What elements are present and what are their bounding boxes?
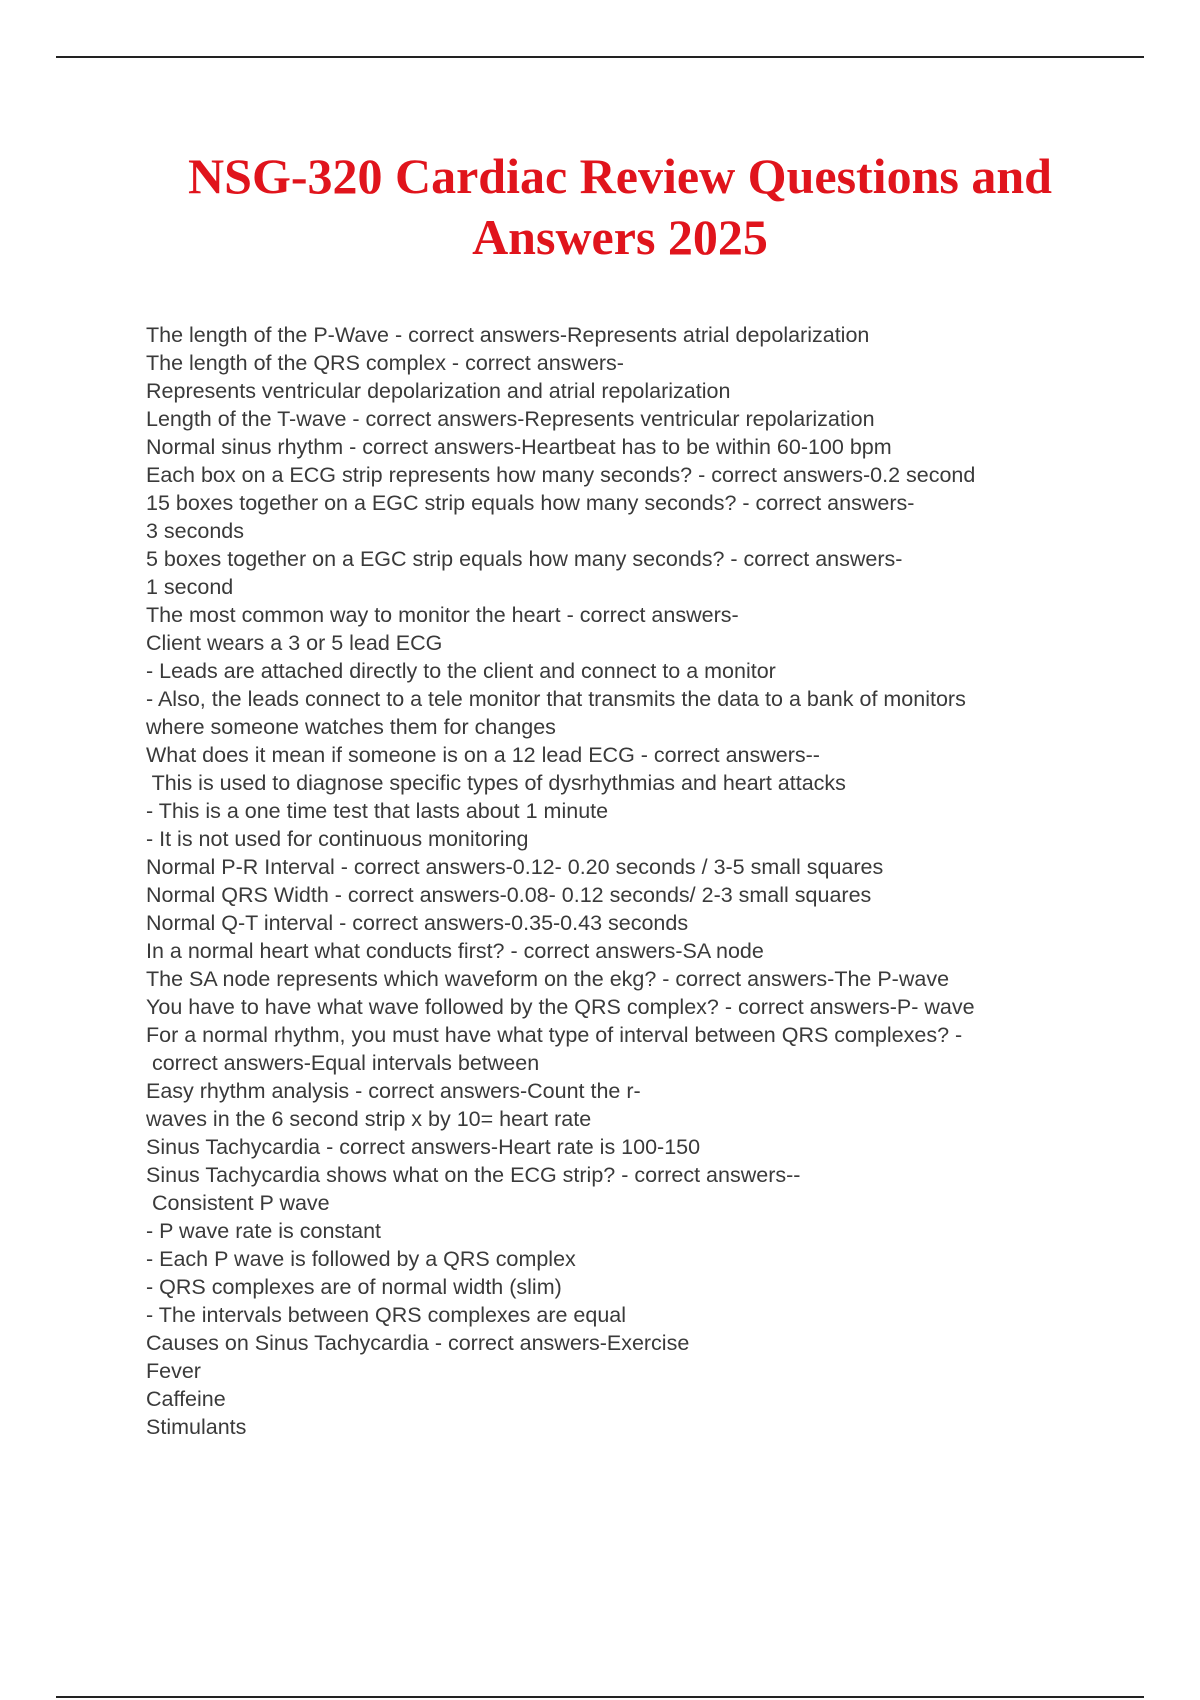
qa-line: - Leads are attached directly to the client and connect to a monitor [146, 659, 776, 683]
qa-line: - It is not used for continuous monitoring [146, 827, 529, 851]
qa-line: Normal sinus rhythm - correct answers-Heartbeat has to be within 60-100 bpm [146, 435, 892, 459]
qa-line: Fever [146, 1359, 201, 1383]
title-line-2: Answers 2025 [472, 209, 768, 265]
qa-line: 3 seconds [146, 519, 245, 543]
qa-line: The SA node represents which waveform on the ekg? - correct answers-The P-wave [146, 967, 950, 991]
qa-line: 15 boxes together on a EGC strip equals how many seconds? - correct answers- [146, 491, 915, 515]
qa-line: Stimulants [146, 1415, 247, 1439]
qa-line: - This is a one time test that lasts about 1 minute [146, 799, 609, 823]
qa-line: waves in the 6 second strip x by 10= heart rate [146, 1107, 592, 1131]
qa-line: correct answers-Equal intervals between [146, 1051, 540, 1075]
qa-line: You have to have what wave followed by the QRS complex? - correct answers-P- wave [146, 995, 975, 1019]
document-title [100, 146, 1140, 268]
qa-line: This is used to diagnose specific types of dysrhythmias and heart attacks [146, 771, 846, 795]
qa-body [146, 321, 1156, 1441]
qa-line: - QRS complexes are of normal width (slim) [146, 1275, 562, 1299]
qa-line: Consistent P wave [146, 1191, 330, 1215]
qa-line: In a normal heart what conducts first? - correct answers-SA node [146, 939, 764, 963]
qa-line: 5 boxes together on a EGC strip equals how many seconds? - correct answers- [146, 547, 903, 571]
qa-line: The length of the P-Wave - correct answers-Represents atrial depolarization [146, 323, 870, 347]
qa-line: Each box on a ECG strip represents how many seconds? - correct answers-0.2 second [146, 463, 976, 487]
qa-line: Easy rhythm analysis - correct answers-Count the r- [146, 1079, 641, 1103]
qa-line: The most common way to monitor the heart - correct answers- [146, 603, 739, 627]
qa-line: Normal QRS Width - correct answers-0.08- 0.12 seconds/ 2-3 small squares [146, 883, 872, 907]
qa-line: Causes on Sinus Tachycardia - correct answers-Exercise [146, 1331, 690, 1355]
qa-line: Length of the T-wave - correct answers-Represents ventricular repolarization [146, 407, 875, 431]
title-line-1: NSG-320 Cardiac Review Questions and [188, 148, 1052, 204]
qa-line: 1 second [146, 575, 234, 599]
qa-line: Normal P-R Interval - correct answers-0.12- 0.20 seconds / 3-5 small squares [146, 855, 884, 879]
qa-line: - Each P wave is followed by a QRS complex [146, 1247, 576, 1271]
qa-line: Represents ventricular depolarization and atrial repolarization [146, 379, 731, 403]
qa-line: What does it mean if someone is on a 12 lead ECG - correct answers-- [146, 743, 820, 767]
qa-line: Normal Q-T interval - correct answers-0.35-0.43 seconds [146, 911, 689, 935]
qa-line: where someone watches them for changes [146, 715, 556, 739]
footer-rule [56, 1696, 1144, 1698]
header-rule [56, 56, 1144, 58]
qa-line: Client wears a 3 or 5 lead ECG [146, 631, 443, 655]
qa-line: Sinus Tachycardia shows what on the ECG strip? - correct answers-- [146, 1163, 801, 1187]
qa-line: Caffeine [146, 1387, 226, 1411]
qa-line: - The intervals between QRS complexes are equal [146, 1303, 627, 1327]
qa-line: Sinus Tachycardia - correct answers-Heart rate is 100-150 [146, 1135, 701, 1159]
qa-line: The length of the QRS complex - correct answers- [146, 351, 624, 375]
qa-line: For a normal rhythm, you must have what type of interval between QRS complexes? - [146, 1023, 963, 1047]
qa-line: - Also, the leads connect to a tele monitor that transmits the data to a bank of monitors [146, 687, 966, 711]
qa-line: - P wave rate is constant [146, 1219, 382, 1243]
